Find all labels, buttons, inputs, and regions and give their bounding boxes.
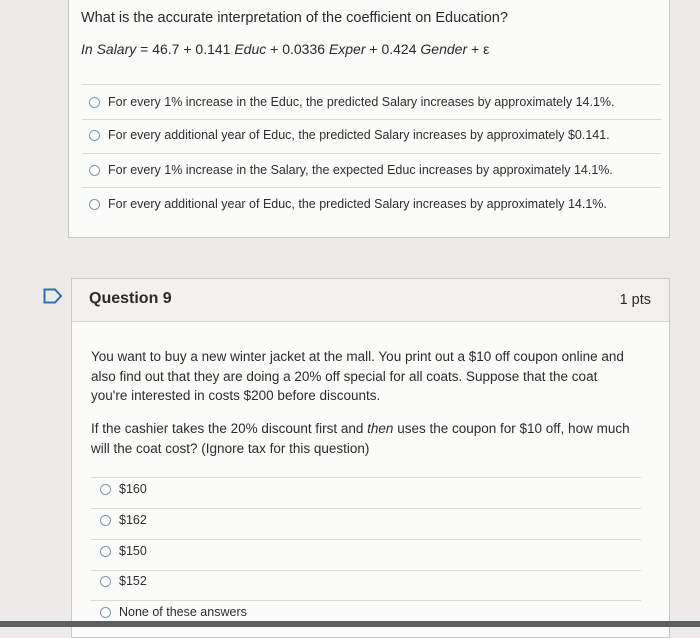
answer-label: For every 1% increase in the Educ, the predicted Salary increases by approximately 14.1%. bbox=[108, 95, 615, 109]
flag-question-icon[interactable] bbox=[43, 288, 63, 304]
instruction-emphasis: then bbox=[367, 421, 394, 436]
bottom-edge-bar bbox=[0, 621, 700, 627]
question-8-prompt: What is the accurate interpretation of the coefficient on Education? bbox=[81, 10, 508, 26]
equation-var-gender: Gender bbox=[420, 41, 468, 57]
equation-part: + 0.424 bbox=[365, 41, 421, 57]
answer-label: $162 bbox=[119, 513, 147, 527]
answer-label: For every additional year of Educ, the predicted Salary increases by approximately 14.1%. bbox=[108, 197, 607, 211]
answer-divider bbox=[91, 508, 641, 509]
q8-answer-option-4[interactable] bbox=[89, 197, 607, 211]
equation-lhs: In Salary bbox=[81, 41, 137, 57]
question-instruction bbox=[91, 419, 636, 458]
radio-button[interactable] bbox=[100, 484, 111, 495]
q8-answer-option-2[interactable] bbox=[89, 128, 610, 142]
answer-label: None of these answers bbox=[119, 605, 247, 619]
answer-divider bbox=[82, 187, 661, 188]
radio-button[interactable] bbox=[100, 546, 111, 557]
answer-label: For every 1% increase in the Salary, the expected Educ increases by approximately 14.1%. bbox=[108, 163, 613, 177]
radio-button[interactable] bbox=[89, 199, 100, 210]
answer-divider bbox=[82, 84, 661, 85]
answer-label: $152 bbox=[119, 574, 147, 588]
question-points: 1 pts bbox=[619, 292, 651, 308]
q9-answer-152[interactable] bbox=[100, 574, 147, 588]
radio-button[interactable] bbox=[100, 607, 111, 618]
equation-part: + ε bbox=[467, 41, 490, 57]
question-title: Question 9 bbox=[89, 290, 172, 307]
radio-button[interactable] bbox=[100, 576, 111, 587]
answer-divider bbox=[91, 539, 641, 540]
answer-divider bbox=[91, 600, 641, 601]
radio-button[interactable] bbox=[89, 130, 100, 141]
question-8-card bbox=[68, 0, 670, 238]
q9-answer-none[interactable] bbox=[100, 605, 247, 619]
q9-answer-160[interactable] bbox=[100, 482, 147, 496]
question-9-card bbox=[71, 278, 670, 638]
instruction-part: If the cashier takes the 20% discount first and bbox=[91, 421, 368, 436]
question-text: You want to buy a new winter jacket at the mall. You print out a $10 off coupon online and also find out that they are doing a 20% off special for all coats. Suppose that the coat you're interested in costs $200 before discounts. bbox=[91, 349, 624, 403]
answer-divider bbox=[91, 477, 641, 478]
answer-label: For every additional year of Educ, the predicted Salary increases by approximately $0.141. bbox=[108, 128, 610, 142]
instruction-part: uses the coupon for $10 off, how much will the coat cost? (Ignore tax for this question) bbox=[91, 421, 630, 456]
regression-equation bbox=[81, 41, 489, 57]
equation-var-educ: Educ bbox=[234, 41, 267, 57]
q9-answer-150[interactable] bbox=[100, 544, 147, 558]
radio-button[interactable] bbox=[100, 515, 111, 526]
radio-button[interactable] bbox=[89, 165, 100, 176]
equation-part: + 0.0336 bbox=[266, 41, 329, 57]
question-header bbox=[72, 279, 669, 322]
answer-label: $150 bbox=[119, 544, 147, 558]
answer-label: $160 bbox=[119, 482, 147, 496]
answer-divider bbox=[91, 570, 641, 571]
equation-var-exper: Exper bbox=[328, 41, 366, 57]
radio-button[interactable] bbox=[89, 97, 100, 108]
q9-answer-162[interactable] bbox=[100, 513, 147, 527]
q8-answer-option-3[interactable] bbox=[89, 163, 613, 177]
answer-divider bbox=[82, 153, 661, 154]
answer-divider bbox=[82, 119, 661, 120]
q8-answer-option-1[interactable] bbox=[89, 95, 615, 109]
equation-part: = 46.7 + 0.141 bbox=[136, 41, 235, 57]
